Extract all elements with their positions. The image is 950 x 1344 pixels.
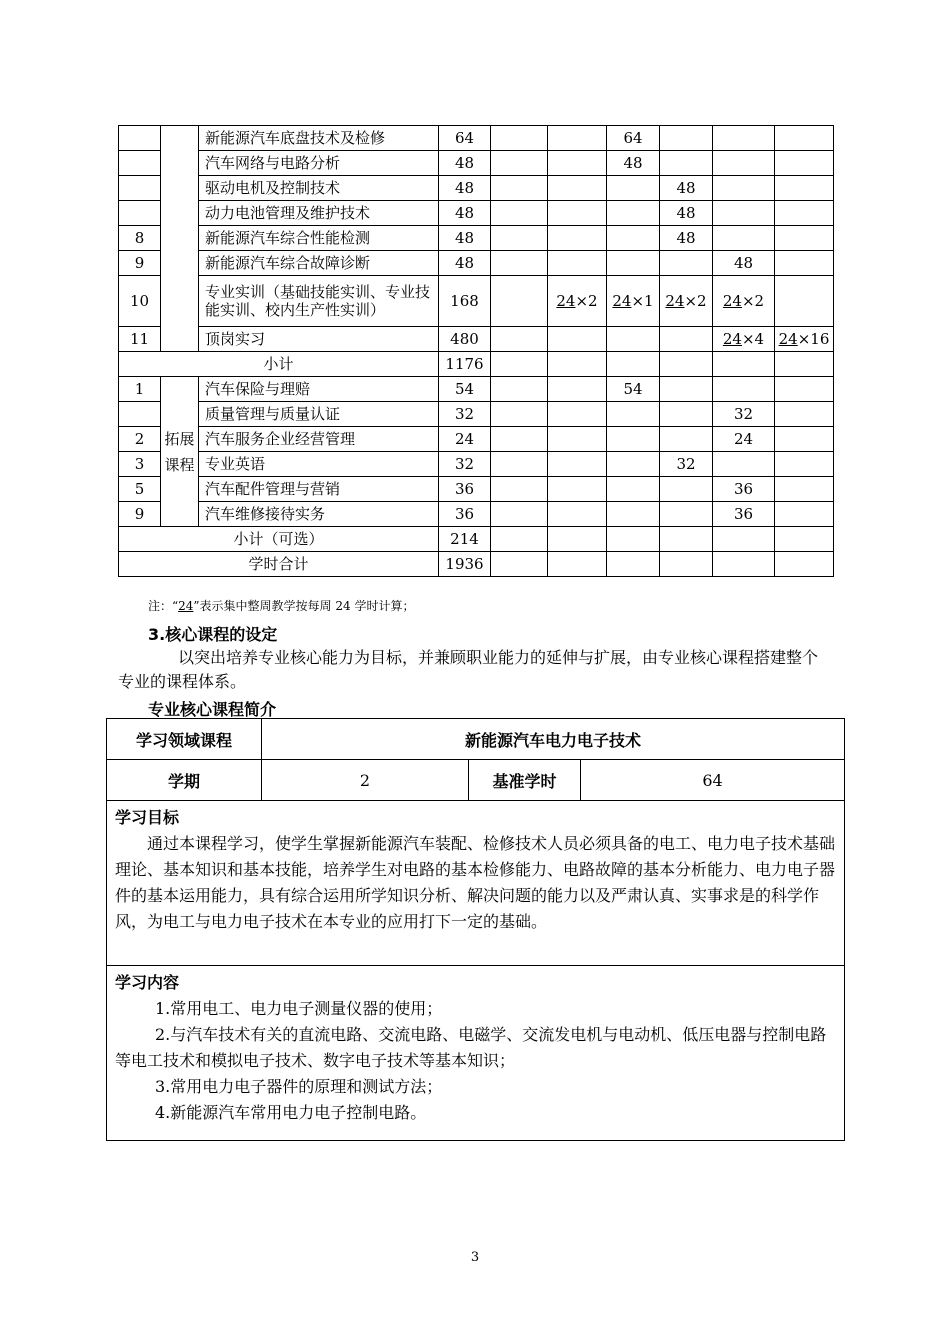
semester-cell bbox=[660, 276, 713, 327]
semester-cell bbox=[607, 452, 660, 477]
semester-cell bbox=[775, 276, 834, 327]
weeks-multiplier: ×1 bbox=[631, 292, 654, 310]
course-hours: 32 bbox=[439, 452, 491, 477]
semester-cell bbox=[548, 377, 607, 402]
course-name: 新能源汽车综合故障诊断 bbox=[199, 251, 439, 276]
semester-cell bbox=[660, 502, 713, 527]
semester-cell bbox=[548, 201, 607, 226]
weeks-multiplier: ×4 bbox=[741, 330, 765, 348]
weeks-multiplier: ×16 bbox=[797, 330, 830, 348]
summary-hours: 1936 bbox=[439, 552, 491, 577]
semester-cell bbox=[548, 552, 607, 577]
semester-cell bbox=[775, 226, 834, 251]
row-number bbox=[119, 402, 161, 427]
semester-cell bbox=[548, 352, 607, 377]
course-name: 顶岗实习 bbox=[199, 327, 439, 352]
semester-cell bbox=[607, 176, 660, 201]
semester-cell bbox=[713, 327, 775, 352]
semester-cell: 48 bbox=[660, 176, 713, 201]
semester-cell bbox=[775, 126, 834, 151]
summary-label: 小计 bbox=[119, 352, 439, 377]
semester-cell: 54 bbox=[607, 377, 660, 402]
semester-cell bbox=[713, 276, 775, 327]
row-number bbox=[119, 176, 161, 201]
table-row bbox=[119, 377, 834, 402]
semester-cell bbox=[775, 402, 834, 427]
semester-cell bbox=[713, 352, 775, 377]
course-name: 汽车服务企业经营管理 bbox=[199, 427, 439, 452]
core-course-table bbox=[106, 718, 845, 1141]
semester-cell bbox=[607, 327, 660, 352]
course-hours: 480 bbox=[439, 327, 491, 352]
content-block bbox=[107, 966, 845, 1141]
summary-hours: 214 bbox=[439, 527, 491, 552]
semester-cell bbox=[713, 151, 775, 176]
course-name: 驱动电机及控制技术 bbox=[199, 176, 439, 201]
group-cell bbox=[161, 126, 199, 352]
content-item: 2.与汽车技术有关的直流电路、交流电路、电磁学、交流发电机与电动机、低压电器与控制电路等电工技术和模拟电子技术、数字电子技术等基本知识； bbox=[115, 1025, 827, 1070]
semester-cell bbox=[775, 176, 834, 201]
course-hours: 32 bbox=[439, 402, 491, 427]
semester-cell bbox=[713, 377, 775, 402]
subtotal-row bbox=[119, 352, 834, 377]
semester-cell bbox=[775, 251, 834, 276]
table-note: 注：“24”表示集中整周教学按每周 24 学时计算； bbox=[148, 599, 415, 613]
course-schedule-table bbox=[118, 125, 834, 577]
table-row bbox=[119, 226, 834, 251]
course-hours: 48 bbox=[439, 226, 491, 251]
course-hours: 64 bbox=[439, 126, 491, 151]
semester-cell: 32 bbox=[660, 452, 713, 477]
course-name: 汽车网络与电路分析 bbox=[199, 151, 439, 176]
semester-cell bbox=[713, 452, 775, 477]
semester-cell bbox=[607, 201, 660, 226]
semester-cell bbox=[548, 402, 607, 427]
course-name: 专业实训（基础技能实训、专业技能实训、校内生产性实训） bbox=[199, 276, 439, 327]
course-hours: 36 bbox=[439, 477, 491, 502]
subtotal-optional-row bbox=[119, 527, 834, 552]
semester-cell bbox=[491, 527, 548, 552]
semester-cell bbox=[775, 352, 834, 377]
semester-cell bbox=[607, 502, 660, 527]
semester-cell bbox=[548, 527, 607, 552]
semester-cell: 48 bbox=[660, 201, 713, 226]
semester-cell bbox=[775, 201, 834, 226]
semester-cell bbox=[548, 276, 607, 327]
semester-cell bbox=[775, 427, 834, 452]
semester-cell bbox=[713, 176, 775, 201]
semester-cell bbox=[607, 477, 660, 502]
content-title: 学习内容 bbox=[115, 973, 180, 992]
course-name: 质量管理与质量认证 bbox=[199, 402, 439, 427]
objective-block bbox=[107, 801, 845, 966]
semester-cell bbox=[548, 176, 607, 201]
row-number bbox=[119, 151, 161, 176]
weeks-value: 24 bbox=[722, 330, 742, 348]
semester-cell bbox=[491, 176, 548, 201]
semester-cell bbox=[491, 276, 548, 327]
semester-cell bbox=[548, 151, 607, 176]
semester-cell bbox=[491, 151, 548, 176]
semester-cell bbox=[548, 251, 607, 276]
semester-cell bbox=[491, 126, 548, 151]
semester-cell bbox=[775, 502, 834, 527]
weeks-value: 24 bbox=[665, 292, 685, 310]
semester-cell bbox=[491, 502, 548, 527]
table-row bbox=[119, 502, 834, 527]
semester-cell bbox=[607, 427, 660, 452]
group-label-line: 拓展 bbox=[164, 429, 195, 448]
semester-cell bbox=[548, 327, 607, 352]
semester-cell bbox=[607, 402, 660, 427]
semester-cell bbox=[548, 452, 607, 477]
course-name: 汽车配件管理与营销 bbox=[199, 477, 439, 502]
semester-cell bbox=[660, 527, 713, 552]
table-row bbox=[119, 201, 834, 226]
semester-cell bbox=[775, 151, 834, 176]
table-row bbox=[119, 327, 834, 352]
row-number: 8 bbox=[119, 226, 161, 251]
content-item: 4.新能源汽车常用电力电子控制电路。 bbox=[155, 1103, 427, 1122]
row-number bbox=[119, 201, 161, 226]
table-row bbox=[119, 251, 834, 276]
weeks-value: 24 bbox=[778, 330, 798, 348]
table-row bbox=[119, 176, 834, 201]
semester-cell bbox=[607, 552, 660, 577]
content-item: 3.常用电力电子器件的原理和测试方法； bbox=[155, 1077, 443, 1096]
course-hours: 48 bbox=[439, 151, 491, 176]
course-name: 汽车维修接待实务 bbox=[199, 502, 439, 527]
course-hours: 24 bbox=[439, 427, 491, 452]
term-value: 2 bbox=[262, 760, 469, 801]
table-row bbox=[119, 427, 834, 452]
semester-cell bbox=[660, 402, 713, 427]
row-number: 9 bbox=[119, 502, 161, 527]
objective-title: 学习目标 bbox=[115, 808, 180, 827]
table-row bbox=[119, 276, 834, 327]
semester-cell: 48 bbox=[713, 251, 775, 276]
course-hours: 168 bbox=[439, 276, 491, 327]
semester-cell bbox=[660, 477, 713, 502]
semester-cell bbox=[713, 126, 775, 151]
course-hours: 48 bbox=[439, 201, 491, 226]
semester-cell bbox=[713, 226, 775, 251]
semester-cell bbox=[660, 251, 713, 276]
table-row bbox=[119, 126, 834, 151]
semester-cell bbox=[491, 201, 548, 226]
semester-cell bbox=[548, 126, 607, 151]
field-label: 学习领域课程 bbox=[107, 719, 262, 760]
row-number: 1 bbox=[119, 377, 161, 402]
semester-cell bbox=[548, 502, 607, 527]
semester-cell bbox=[548, 226, 607, 251]
semester-cell bbox=[660, 352, 713, 377]
hours-value: 64 bbox=[581, 760, 845, 801]
semester-cell bbox=[491, 452, 548, 477]
section-3-paragraph: 以突出培养专业核心能力为目标，并兼顾职业能力的延伸与扩展，由专业核心课程搭建整个专业的课程体系。 bbox=[118, 648, 819, 691]
hours-label: 基准学时 bbox=[469, 760, 581, 801]
course-name: 新能源汽车底盘技术及检修 bbox=[199, 126, 439, 151]
weeks-multiplier: ×2 bbox=[575, 292, 598, 310]
row-number: 9 bbox=[119, 251, 161, 276]
semester-cell bbox=[660, 126, 713, 151]
semester-cell bbox=[660, 327, 713, 352]
semester-cell bbox=[660, 151, 713, 176]
semester-cell bbox=[775, 452, 834, 477]
row-number: 2 bbox=[119, 427, 161, 452]
row-number: 10 bbox=[119, 276, 161, 327]
semester-cell bbox=[491, 327, 548, 352]
page-number: 3 bbox=[470, 1250, 480, 1265]
semester-cell bbox=[607, 226, 660, 251]
core-intro-title: 专业核心课程简介 bbox=[148, 700, 277, 719]
semester-cell bbox=[775, 552, 834, 577]
semester-cell: 36 bbox=[713, 477, 775, 502]
semester-cell bbox=[491, 377, 548, 402]
semester-cell bbox=[713, 201, 775, 226]
summary-hours: 1176 bbox=[439, 352, 491, 377]
row-number: 11 bbox=[119, 327, 161, 352]
table-row bbox=[119, 452, 834, 477]
course-name: 动力电池管理及维护技术 bbox=[199, 201, 439, 226]
semester-cell bbox=[660, 377, 713, 402]
course-hours: 48 bbox=[439, 176, 491, 201]
semester-cell bbox=[491, 402, 548, 427]
weeks-multiplier: ×2 bbox=[741, 292, 765, 310]
semester-cell bbox=[607, 352, 660, 377]
semester-cell bbox=[491, 226, 548, 251]
semester-cell bbox=[491, 352, 548, 377]
table-row bbox=[119, 477, 834, 502]
weeks-value: 24 bbox=[556, 292, 576, 310]
semester-cell bbox=[713, 552, 775, 577]
semester-cell bbox=[548, 427, 607, 452]
semester-cell bbox=[607, 251, 660, 276]
semester-cell bbox=[491, 477, 548, 502]
weeks-value: 24 bbox=[722, 292, 742, 310]
semester-cell bbox=[775, 477, 834, 502]
objective-text: 通过本课程学习，使学生掌握新能源汽车装配、检修技术人员必须具备的电工、电力电子技术基础理论、基本知识和基本技能，培养学生对电路的基本检修能力、电路故障的基本分析能力、电力电子器件的基本运用能力，具有综合运用所学知识分析、解决问题的能力以及严肃认真、实事求是的科学作风，为电工与电力电子技术在本专业的应用打下一定的基础。 bbox=[115, 834, 836, 931]
semester-cell bbox=[660, 552, 713, 577]
term-label: 学期 bbox=[107, 760, 262, 801]
semester-cell bbox=[775, 527, 834, 552]
course-hours: 54 bbox=[439, 377, 491, 402]
group-label-line: 课程 bbox=[164, 455, 195, 474]
semester-cell: 36 bbox=[713, 502, 775, 527]
semester-cell bbox=[491, 427, 548, 452]
semester-cell bbox=[491, 251, 548, 276]
course-name: 专业英语 bbox=[199, 452, 439, 477]
semester-cell bbox=[775, 327, 834, 352]
content-item: 1.常用电工、电力电子测量仪器的使用； bbox=[155, 999, 443, 1018]
course-hours: 36 bbox=[439, 502, 491, 527]
semester-cell: 64 bbox=[607, 126, 660, 151]
semester-cell bbox=[713, 527, 775, 552]
semester-cell bbox=[491, 552, 548, 577]
weeks-value: 24 bbox=[612, 292, 632, 310]
summary-label: 小计（可选） bbox=[119, 527, 439, 552]
course-name: 新能源汽车电力电子技术 bbox=[262, 719, 845, 760]
schedule-body bbox=[119, 126, 834, 577]
course-hours: 48 bbox=[439, 251, 491, 276]
semester-cell bbox=[660, 427, 713, 452]
semester-cell bbox=[607, 276, 660, 327]
summary-label: 学时合计 bbox=[119, 552, 439, 577]
semester-cell bbox=[607, 527, 660, 552]
semester-cell bbox=[775, 377, 834, 402]
row-number: 5 bbox=[119, 477, 161, 502]
total-row bbox=[119, 552, 834, 577]
weeks-multiplier: ×2 bbox=[684, 292, 707, 310]
row-number: 3 bbox=[119, 452, 161, 477]
table-row bbox=[119, 402, 834, 427]
course-name: 新能源汽车综合性能检测 bbox=[199, 226, 439, 251]
table-row bbox=[119, 151, 834, 176]
semester-cell: 32 bbox=[713, 402, 775, 427]
semester-cell: 48 bbox=[607, 151, 660, 176]
semester-cell: 24 bbox=[713, 427, 775, 452]
extension-group-label bbox=[161, 377, 199, 527]
course-name: 汽车保险与理赔 bbox=[199, 377, 439, 402]
semester-cell: 48 bbox=[660, 226, 713, 251]
row-number bbox=[119, 126, 161, 151]
section-3-title: 3.核心课程的设定 bbox=[148, 625, 278, 644]
semester-cell bbox=[548, 477, 607, 502]
